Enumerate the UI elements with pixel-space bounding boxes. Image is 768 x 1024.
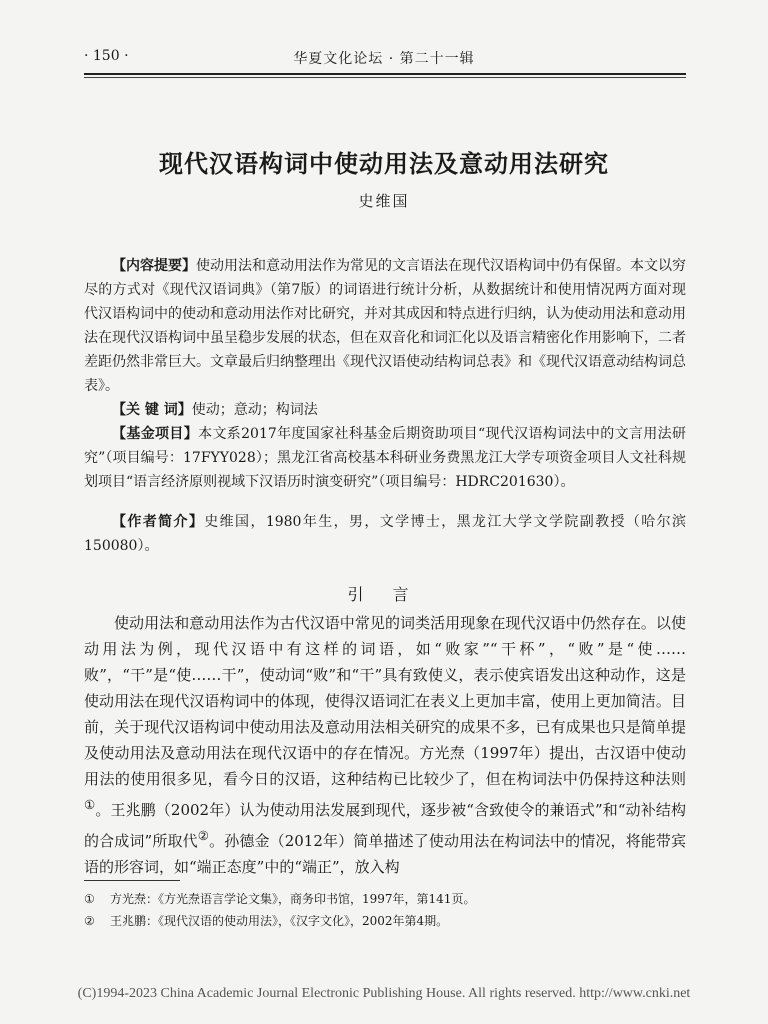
body-text-part1: 使动用法和意动用法作为古代汉语中常见的词类活用现象在现代汉语中仍然存在。以使动用法为例，现代汉语中有这样的词语，如“败家”“干杯”，“败”是“使……败”，“干”是“使……干”，使动词“败”和“干”具有致使义，表示使宾语发出这种动作，这是使动用法在现代汉语构词中的体现，使得汉语词汇在表义上更加丰富，使用上更加简洁。目前，关于现代汉语构词中使动用法及意动用法相关研究的成果不多，已有成果也只是简单提及使动用法及意动用法在现代汉语中的存在情况。方光焘（1997年）提出，古汉语中使动用法的使用很多见，看今日的汉语，这种结构已比较少了，但在构词法中仍保持这种法则 — [84, 614, 686, 788]
funding-text: 本文系2017年度国家社科基金后期资助项目“现代汉语构词法中的文言用法研究”（项目编号：17FYY028）；黑龙江省高校基本科研业务费黑龙江大学专项资金项目人文社科规划项目“语言经济原则视域下汉语历时演变研究”（项目编号：HDRC201630）。 — [84, 426, 686, 490]
footnote-mark: ① — [84, 892, 95, 906]
body-text-part2: 。王兆鹏（2002年）认为使动用法发展到现代，逐步被“含致使令的兼语式”和“动补结构的合成词”所取代 — [84, 801, 686, 850]
footnotes — [84, 888, 686, 932]
footnote-ref-2[interactable]: ② — [197, 828, 210, 843]
article-title: 现代汉语构词中使动用法及意动用法研究 — [159, 149, 609, 178]
body-text-part3: 。孙德金（2012年）简单描述了使动用法在构词法中的情况，将能带宾语的形容词，如“端正态度”中的“端正”，放入构 — [84, 832, 686, 876]
abstract-text: 使动用法和意动用法作为常见的文言语法在现代汉语构词中仍有保留。本文以穷尽的方式对《现代汉语词典》（第7版）的词语进行统计分析，从数据统计和使用情况两方面对现代汉语构词中的使动和意动用法作对比研究，并对其成因和特点进行归纳，认为使动用法和意动用法在现代汉语构词中虽呈稳步发展的状态，但在双音化和词汇化以及语言精密化作用影响下，二者差距仍然非常巨大。文章最后归纳整理出《现代汉语使动结构词总表》和《现代汉语意动结构词总表》。 — [84, 258, 686, 394]
author-bio-text: 史维国，1980年生，男，文学博士，黑龙江大学文学院副教授（哈尔滨 150080）。 — [84, 514, 686, 554]
abstract-label: 【内容提要】 — [112, 258, 196, 274]
author-bio-label: 【作者简介】 — [112, 514, 205, 530]
keywords-text: 使动；意动；构词法 — [191, 402, 318, 418]
author-bio-block — [84, 510, 686, 558]
footnote-text: 方光焘：《方光焘语言学论文集》，商务印书馆，1997年，第141页。 — [110, 892, 476, 906]
copyright-notice: (C)1994-2023 China Academic Journal Electronic Publishing House. All rights reserved. http://www.cnki.net — [77, 986, 691, 1001]
body-paragraph — [84, 610, 686, 880]
abstract-block — [84, 254, 686, 398]
footnote-rule — [84, 880, 180, 881]
footnote-1 — [84, 888, 686, 910]
funding-label: 【基金项目】 — [112, 426, 199, 442]
journal-title: 华夏文化论坛 · 第二十一辑 — [293, 51, 475, 67]
header-rule-thin — [84, 77, 686, 78]
header-rule — [84, 73, 686, 75]
funding-block — [84, 422, 686, 494]
section-heading: 引 言 — [347, 585, 421, 604]
footnote-mark: ② — [84, 914, 95, 928]
footnote-text: 王兆鹏：《现代汉语的使动用法》，《汉字文化》，2002年第4期。 — [110, 914, 449, 928]
article-author: 史维国 — [358, 192, 410, 210]
keywords-block — [84, 398, 686, 422]
footnote-ref-1[interactable]: ① — [84, 797, 96, 812]
running-header — [84, 46, 684, 68]
footnote-2 — [84, 910, 686, 932]
keywords-label: 【关 键 词】 — [112, 402, 192, 418]
page-number: · 150 · — [84, 48, 129, 64]
